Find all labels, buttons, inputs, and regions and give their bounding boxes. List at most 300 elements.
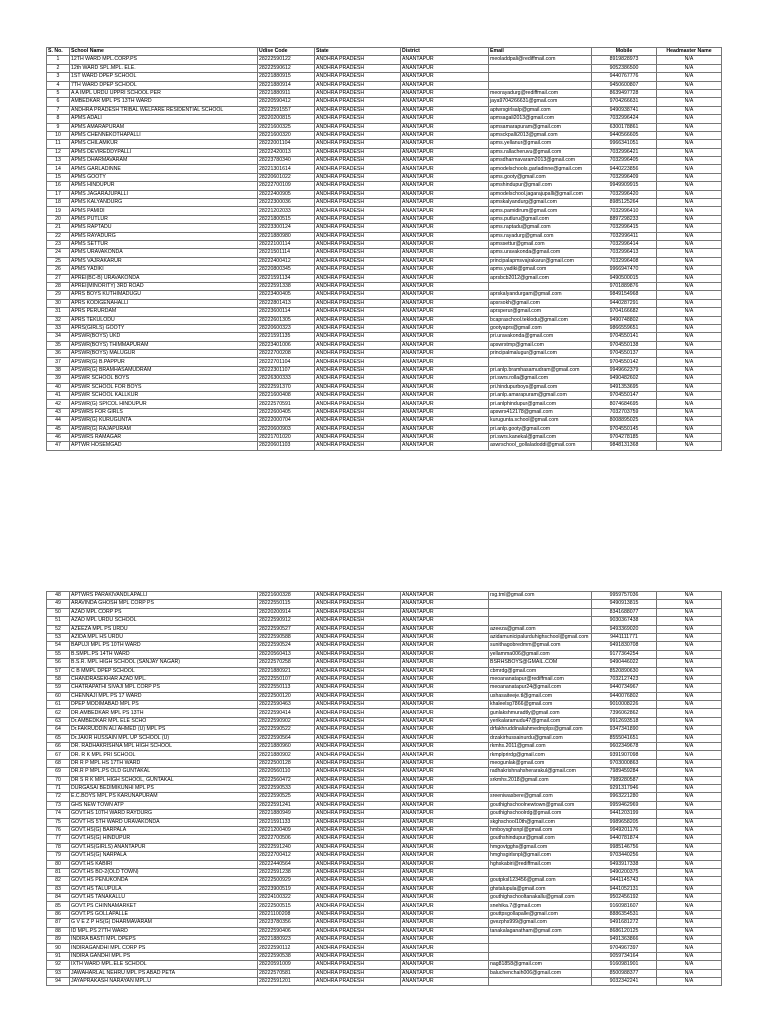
cell-udise-code: 28222300036 <box>258 199 315 207</box>
table-row <box>47 633 722 641</box>
cell-state: ANDHRA PRADESH <box>315 249 401 257</box>
cell-district: ANANTAPUR <box>401 952 489 960</box>
cell-mobile: 9704967397 <box>592 944 657 952</box>
cell-mobile: 9703440256 <box>592 852 657 860</box>
cell-school-name: APSWR(BOYS) MALUGUR <box>70 350 258 358</box>
cell-state: ANDHRA PRADESH <box>315 425 401 433</box>
table-row <box>47 207 722 215</box>
cell-headmaster: N/A <box>657 919 722 927</box>
cell-sno: 65 <box>47 734 70 742</box>
cell-district: ANANTAPUR <box>401 115 489 123</box>
cell-sno: 51 <box>47 617 70 625</box>
table-row <box>47 89 722 97</box>
table-row <box>47 625 722 633</box>
cell-district: ANANTAPUR <box>401 308 489 316</box>
cell-email: hmgovtgghs@gmail.com <box>489 843 592 851</box>
cell-headmaster: N/A <box>657 818 722 826</box>
cell-school-name: B.S.R. MPL HIGH SCHOOL (SANJAY NAGAR) <box>70 659 258 667</box>
cell-udise-code: 28222550115 <box>258 600 315 608</box>
cell-state: ANDHRA PRADESH <box>315 961 401 969</box>
table-row <box>47 927 722 935</box>
cell-headmaster: N/A <box>657 408 722 416</box>
cell-headmaster: N/A <box>657 625 722 633</box>
cell-email: apmssettur@gmail.com <box>489 240 592 248</box>
cell-state: ANDHRA PRADESH <box>315 400 401 408</box>
cell-headmaster: N/A <box>657 224 722 232</box>
cell-udise-code: 28221701020 <box>258 433 315 441</box>
cell-email: aprskalyandurgam@gmail.com <box>489 291 592 299</box>
cell-headmaster: N/A <box>657 642 722 650</box>
cell-udise-code: 28222590122 <box>258 56 315 64</box>
table-row <box>47 726 722 734</box>
cell-mobile: 9440767776 <box>592 73 657 81</box>
table-row <box>47 801 722 809</box>
cell-state: ANDHRA PRADESH <box>315 182 401 190</box>
cell-headmaster: N/A <box>657 215 722 223</box>
cell-mobile: 9440223856 <box>592 165 657 173</box>
cell-school-name: APMS VAJRAKARUR <box>70 257 258 265</box>
cell-mobile: 7032996413 <box>592 249 657 257</box>
table-body-1 <box>47 56 722 450</box>
cell-school-name: GOVT HS 5TH WARD URAVAKONDA <box>70 818 258 826</box>
cell-mobile: 8074684695 <box>592 400 657 408</box>
cell-udise-code: 28220600323 <box>258 324 315 332</box>
cell-district: ANANTAPUR <box>401 417 489 425</box>
table-row <box>47 810 722 818</box>
cell-headmaster: N/A <box>657 207 722 215</box>
cell-email: snehika.7@gmail.com <box>489 902 592 910</box>
cell-mobile: 9701889876 <box>592 282 657 290</box>
cell-udise-code: 28221501114 <box>258 249 315 257</box>
header-mobile: Mobile <box>592 48 657 56</box>
table-row <box>47 274 722 282</box>
table-row <box>47 877 722 885</box>
cell-sno: 24 <box>47 249 70 257</box>
cell-district: ANANTAPUR <box>401 717 489 725</box>
cell-mobile: 8897298233 <box>592 215 657 223</box>
cell-school-name: AZAD MPL URDU SCHOOL <box>70 617 258 625</box>
cell-udise-code: 28222570591 <box>258 400 315 408</box>
header-sno: S. No. <box>47 48 70 56</box>
cell-email <box>489 81 592 89</box>
cell-email <box>489 977 592 985</box>
cell-udise-code: 28222700109 <box>258 182 315 190</box>
cell-district: ANANTAPUR <box>401 299 489 307</box>
cell-state: ANDHRA PRADESH <box>315 759 401 767</box>
cell-email: meoananatapur@rediffmail.com <box>489 675 592 683</box>
cell-mobile: 9703000863 <box>592 759 657 767</box>
cell-district: ANANTAPUR <box>401 408 489 416</box>
cell-udise-code: 28220560110 <box>258 768 315 776</box>
cell-mobile: 9010008226 <box>592 701 657 709</box>
cell-district: ANANTAPUR <box>401 333 489 341</box>
table-row <box>47 768 722 776</box>
cell-email: pri.swrs.rolla@gmail.com <box>489 375 592 383</box>
table-row <box>47 215 722 223</box>
table-row <box>47 417 722 425</box>
cell-udise-code: 28220601103 <box>258 442 315 450</box>
cell-udise-code: 28222570258 <box>258 659 315 667</box>
table-row <box>47 650 722 658</box>
schools-table-2 <box>46 591 722 986</box>
cell-school-name: G V E Z P HS(G) DHARMAVARAM <box>70 919 258 927</box>
cell-school-name: APMS YADIKI <box>70 266 258 274</box>
cell-school-name: BAPUJI MPL PS 10TH WARD <box>70 642 258 650</box>
cell-mobile: 9440734967 <box>592 684 657 692</box>
cell-district: ANANTAPUR <box>401 207 489 215</box>
cell-district: ANANTAPUR <box>401 751 489 759</box>
cell-school-name: APTWRS PARAKIVANDLAPALLI <box>70 592 258 600</box>
cell-district: ANANTAPUR <box>401 961 489 969</box>
cell-sno: 83 <box>47 885 70 893</box>
schools-table-1 <box>46 47 722 451</box>
table-row <box>47 759 722 767</box>
table-row <box>47 961 722 969</box>
cell-sno: 50 <box>47 608 70 616</box>
cell-district: ANANTAPUR <box>401 73 489 81</box>
cell-headmaster: N/A <box>657 341 722 349</box>
cell-mobile: 9450600807 <box>592 81 657 89</box>
cell-district: ANANTAPUR <box>401 64 489 72</box>
cell-district: ANANTAPUR <box>401 341 489 349</box>
cell-udise-code: 28222591201 <box>258 977 315 985</box>
cell-sno: 93 <box>47 969 70 977</box>
table-row <box>47 868 722 876</box>
cell-state: ANDHRA PRADESH <box>315 299 401 307</box>
cell-sno: 33 <box>47 324 70 332</box>
table-row <box>47 165 722 173</box>
cell-headmaster: N/A <box>657 633 722 641</box>
table-row <box>47 157 722 165</box>
cell-email: sunithagobredmm@gmail.com <box>489 642 592 650</box>
table-row <box>47 894 722 902</box>
cell-mobile: 9059734164 <box>592 952 657 960</box>
cell-headmaster: N/A <box>657 131 722 139</box>
cell-sno: 76 <box>47 826 70 834</box>
cell-headmaster: N/A <box>657 190 722 198</box>
cell-district: ANANTAPUR <box>401 366 489 374</box>
cell-email: rkmplprirdg@gmail.com <box>489 751 592 759</box>
table-row <box>47 442 722 450</box>
cell-headmaster: N/A <box>657 701 722 709</box>
cell-school-name: APMS URAVAKONDA <box>70 249 258 257</box>
cell-mobile: 9704550141 <box>592 333 657 341</box>
cell-mobile: 9441052131 <box>592 885 657 893</box>
cell-mobile: 9704550147 <box>592 392 657 400</box>
cell-sno: 69 <box>47 768 70 776</box>
table-block-2 <box>46 591 721 986</box>
cell-email: apmsamarapuram@gmail.com <box>489 123 592 131</box>
cell-udise-code: 28222590112 <box>258 944 315 952</box>
cell-district: ANANTAPUR <box>401 81 489 89</box>
cell-school-name: APMS SETTUR <box>70 240 258 248</box>
cell-udise-code: 28222560472 <box>258 776 315 784</box>
table-row <box>47 617 722 625</box>
cell-district: ANANTAPUR <box>401 927 489 935</box>
cell-district: ANANTAPUR <box>401 910 489 918</box>
cell-headmaster: N/A <box>657 801 722 809</box>
cell-state: ANDHRA PRADESH <box>315 433 401 441</box>
cell-mobile: 9866559651 <box>592 324 657 332</box>
cell-headmaster: N/A <box>657 173 722 181</box>
table-row <box>47 257 722 265</box>
table-row <box>47 408 722 416</box>
header-state: State <box>315 48 401 56</box>
cell-udise-code: 28222590527 <box>258 625 315 633</box>
cell-mobile: 9949909915 <box>592 182 657 190</box>
cell-sno: 38 <box>47 366 70 374</box>
cell-sno: 23 <box>47 240 70 248</box>
table-row <box>47 316 722 324</box>
cell-school-name: AZIDA MPL HS URDU <box>70 633 258 641</box>
cell-school-name: Dr.AMBEDKAR MPL ELE SCHO <box>70 717 258 725</box>
cell-udise-code: 28220200815 <box>258 115 315 123</box>
cell-headmaster: N/A <box>657 232 722 240</box>
cell-headmaster: N/A <box>657 257 722 265</box>
cell-email: aptwrsgirlsalp@gmail.com <box>489 106 592 114</box>
cell-state: ANDHRA PRADESH <box>315 148 401 156</box>
cell-district: ANANTAPUR <box>401 852 489 860</box>
cell-sno: 49 <box>47 600 70 608</box>
cell-email: meoananatapur24@gmail.com <box>489 684 592 692</box>
cell-school-name: APMS DEVIREDDYPALLI <box>70 148 258 156</box>
cell-state: ANDHRA PRADESH <box>315 936 401 944</box>
cell-state: ANDHRA PRADESH <box>315 701 401 709</box>
cell-email: BSRHSBOYS@GMAIL.COM <box>489 659 592 667</box>
cell-headmaster: N/A <box>657 106 722 114</box>
cell-email <box>489 936 592 944</box>
cell-state: ANDHRA PRADESH <box>315 291 401 299</box>
cell-district: ANANTAPUR <box>401 232 489 240</box>
cell-mobile: 8500988377 <box>592 969 657 977</box>
cell-udise-code: 28222590538 <box>258 952 315 960</box>
cell-email: gouthshindupur@gmail.com <box>489 835 592 843</box>
cell-mobile: 9985146756 <box>592 843 657 851</box>
cell-sno: 5 <box>47 89 70 97</box>
cell-sno: 75 <box>47 818 70 826</box>
cell-district: ANANTAPUR <box>401 969 489 977</box>
cell-sno: 21 <box>47 224 70 232</box>
cell-district: ANANTAPUR <box>401 617 489 625</box>
cell-sno: 68 <box>47 759 70 767</box>
cell-udise-code: 28223401006 <box>258 341 315 349</box>
table-row <box>47 793 722 801</box>
cell-headmaster: N/A <box>657 969 722 977</box>
cell-udise-code: 28222400412 <box>258 257 315 265</box>
cell-state: ANDHRA PRADESH <box>315 868 401 876</box>
cell-sno: 18 <box>47 199 70 207</box>
table-row <box>47 249 722 257</box>
cell-udise-code: 28222591241 <box>258 801 315 809</box>
cell-state: ANDHRA PRADESH <box>315 240 401 248</box>
cell-district: ANANTAPUR <box>401 106 489 114</box>
cell-mobile: 9160981607 <box>592 902 657 910</box>
cell-headmaster: N/A <box>657 115 722 123</box>
cell-state: ANDHRA PRADESH <box>315 56 401 64</box>
cell-district: ANANTAPUR <box>401 123 489 131</box>
cell-sno: 35 <box>47 341 70 349</box>
cell-headmaster: N/A <box>657 927 722 935</box>
cell-email: pri.anlp.amarapuram@gmail.com <box>489 392 592 400</box>
cell-district: ANANTAPUR <box>401 215 489 223</box>
cell-email: sreeniwasbere@gmail.com <box>489 793 592 801</box>
cell-headmaster: N/A <box>657 89 722 97</box>
header-email: Email <box>489 48 592 56</box>
cell-state: ANDHRA PRADESH <box>315 768 401 776</box>
cell-district: ANANTAPUR <box>401 894 489 902</box>
cell-district: ANANTAPUR <box>401 350 489 358</box>
cell-udise-code: 28223780340 <box>258 157 315 165</box>
cell-district: ANANTAPUR <box>401 98 489 106</box>
cell-udise-code: 28221880911 <box>258 89 315 97</box>
cell-udise-code: 28220601022 <box>258 173 315 181</box>
table-row <box>47 232 722 240</box>
cell-district: ANANTAPUR <box>401 173 489 181</box>
cell-udise-code: 28223400405 <box>258 291 315 299</box>
cell-state: ANDHRA PRADESH <box>315 266 401 274</box>
table-row <box>47 969 722 977</box>
cell-mobile: 6300178861 <box>592 123 657 131</box>
table-row <box>47 98 722 106</box>
cell-udise-code: 28221880980 <box>258 232 315 240</box>
cell-udise-code: 28220600903 <box>258 425 315 433</box>
cell-school-name: APSWRS FOR GIRLS <box>70 408 258 416</box>
cell-email: cbmrdg@gmail.com <box>489 667 592 675</box>
cell-sno: 25 <box>47 257 70 265</box>
cell-email: apms.gooty@gmail.com <box>489 173 592 181</box>
cell-school-name: APMS CHILAMKUR <box>70 140 258 148</box>
cell-headmaster: N/A <box>657 308 722 316</box>
cell-state: ANDHRA PRADESH <box>315 173 401 181</box>
cell-mobile: 7032996420 <box>592 190 657 198</box>
cell-school-name: GOVT.HS(G) BARPALA <box>70 826 258 834</box>
cell-school-name: GOVT.HS(G) NARPALA <box>70 852 258 860</box>
cell-email: gouthighschoolrdg@gmail.com <box>489 810 592 818</box>
cell-headmaster: N/A <box>657 282 722 290</box>
cell-headmaster: N/A <box>657 358 722 366</box>
cell-district: ANANTAPUR <box>401 165 489 173</box>
cell-district: ANANTAPUR <box>401 316 489 324</box>
cell-sno: 53 <box>47 633 70 641</box>
cell-udise-code: 28222590406 <box>258 927 315 935</box>
cell-sno: 10 <box>47 131 70 139</box>
cell-email: apmodelschool.jagarajupalli@gmail.com <box>489 190 592 198</box>
cell-headmaster: N/A <box>657 877 722 885</box>
cell-mobile: 8919828973 <box>592 56 657 64</box>
cell-email: meogunlak@gmail.com <box>489 759 592 767</box>
table-row <box>47 240 722 248</box>
cell-headmaster: N/A <box>657 776 722 784</box>
cell-district: ANANTAPUR <box>401 375 489 383</box>
cell-sno: 7 <box>47 106 70 114</box>
table-row <box>47 860 722 868</box>
cell-school-name: GOVT.HS BO-2(OLD TOWN) <box>70 868 258 876</box>
cell-district: ANANTAPUR <box>401 592 489 600</box>
cell-mobile: 9949662379 <box>592 366 657 374</box>
cell-headmaster: N/A <box>657 157 722 165</box>
cell-state: ANDHRA PRADESH <box>315 818 401 826</box>
cell-email: principalapmsvajrakarur@gmail.com <box>489 257 592 265</box>
cell-email: baluchenchaih006@gmail.com <box>489 969 592 977</box>
cell-headmaster: N/A <box>657 977 722 985</box>
table-row <box>47 56 722 64</box>
cell-state: ANDHRA PRADESH <box>315 801 401 809</box>
cell-headmaster: N/A <box>657 751 722 759</box>
cell-headmaster: N/A <box>657 608 722 616</box>
table-row <box>47 642 722 650</box>
cell-sno: 6 <box>47 98 70 106</box>
cell-udise-code: 28220200914 <box>258 608 315 616</box>
cell-email: yellamma006@gmail.com <box>489 650 592 658</box>
cell-state: ANDHRA PRADESH <box>315 64 401 72</box>
cell-email: tanakalaganatham@gmail.com <box>489 927 592 935</box>
table-row <box>47 73 722 81</box>
cell-headmaster: N/A <box>657 860 722 868</box>
cell-state: ANDHRA PRADESH <box>315 625 401 633</box>
cell-school-name: APREI(MINORITY) 3RD ROAD <box>70 282 258 290</box>
cell-school-name: APMS GARLADINNE <box>70 165 258 173</box>
cell-sno: 92 <box>47 961 70 969</box>
cell-email <box>489 64 592 72</box>
cell-email: apms.uravakonda@gmail.com <box>489 249 592 257</box>
cell-email: apmskalyandurg@gmail.com <box>489 199 592 207</box>
cell-mobile: 7989459284 <box>592 768 657 776</box>
cell-headmaster: N/A <box>657 784 722 792</box>
cell-school-name: 7TH WARD DPEP SCHOOL <box>70 81 258 89</box>
cell-state: ANDHRA PRADESH <box>315 977 401 985</box>
cell-school-name: APRS BOYS KUTHIMADUGU <box>70 291 258 299</box>
cell-headmaster: N/A <box>657 148 722 156</box>
cell-headmaster: N/A <box>657 868 722 876</box>
cell-school-name: APSWR(BOYS) UKD <box>70 333 258 341</box>
table-row <box>47 148 722 156</box>
cell-email: apswrstmp@gmail.com <box>489 341 592 349</box>
cell-email: apsrsokh@gmail.com <box>489 299 592 307</box>
cell-mobile: 9849154968 <box>592 291 657 299</box>
cell-headmaster: N/A <box>657 383 722 391</box>
cell-udise-code: 28222590564 <box>258 734 315 742</box>
cell-udise-code: 28221200409 <box>258 826 315 834</box>
cell-mobile: 9912693518 <box>592 717 657 725</box>
table-row <box>47 600 722 608</box>
cell-sno: 22 <box>47 232 70 240</box>
cell-district: ANANTAPUR <box>401 726 489 734</box>
table-row <box>47 717 722 725</box>
cell-district: ANANTAPUR <box>401 701 489 709</box>
cell-sno: 82 <box>47 877 70 885</box>
cell-state: ANDHRA PRADESH <box>315 810 401 818</box>
cell-email: khaleelsg7866@gmail.com <box>489 701 592 709</box>
cell-district: ANANTAPUR <box>401 860 489 868</box>
cell-mobile: 7032996424 <box>592 115 657 123</box>
cell-mobile: 9704166682 <box>592 308 657 316</box>
cell-school-name: 1ST WARD DPEP SCHOOL <box>70 73 258 81</box>
cell-headmaster: N/A <box>657 910 722 918</box>
table-row <box>47 852 722 860</box>
cell-email: pri.anlp.bramhasamudram@gmail.com <box>489 366 592 374</box>
cell-district: ANANTAPUR <box>401 759 489 767</box>
table-row <box>47 131 722 139</box>
cell-email <box>489 282 592 290</box>
cell-headmaster: N/A <box>657 442 722 450</box>
cell-sno: 56 <box>47 659 70 667</box>
cell-headmaster: N/A <box>657 885 722 893</box>
cell-district: ANANTAPUR <box>401 383 489 391</box>
cell-sno: 13 <box>47 157 70 165</box>
table-row <box>47 977 722 985</box>
cell-state: ANDHRA PRADESH <box>315 123 401 131</box>
table-row <box>47 106 722 114</box>
